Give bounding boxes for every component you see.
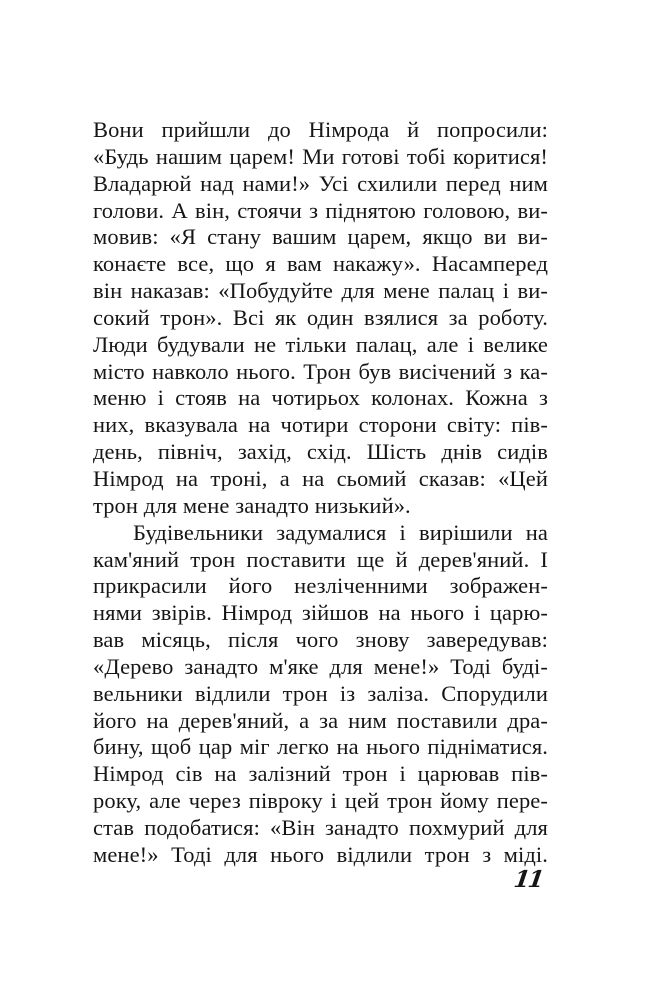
text-line: Німрод на троні, а на сьомий сказав: «Цей: [93, 465, 548, 491]
text-line: Владарюй над нами!» Усі схилили перед ним: [93, 170, 548, 196]
text-line: них, вказувала на чотири сторони світу: пів-: [93, 412, 548, 438]
text-block: [93, 117, 548, 869]
text-line: став подобатися: «Він занадто похмурий для: [93, 814, 548, 840]
text-line: нями звірів. Німрод зійшов на нього і царю-: [93, 600, 548, 626]
text-line: його на дерев'яний, а за ним поставили дра-: [93, 707, 548, 733]
text-line: меню і стояв на чотирьох колонах. Кожна з: [93, 385, 548, 411]
text-line: мене!» Тоді для нього відлили трон з міді.: [93, 841, 548, 867]
text-line: мовив: «Я стану вашим царем, якщо ви ви-: [93, 224, 548, 250]
text-line: «Будь нашим царем! Ми готові тобі коритися!: [93, 143, 548, 169]
text-line: вельники відлили трон із заліза. Спорудили: [93, 680, 548, 706]
text-line: року, але через півроку і цей трон йому пере-: [93, 788, 548, 814]
page-number: 11: [512, 866, 544, 893]
text-line: кам'яний трон поставити ще й дерев'яний. І: [93, 546, 548, 572]
text-line: Люди будували не тільки палац, але і велике: [93, 331, 548, 357]
text-line: сокий трон». Всі як один взялися за роботу.: [93, 304, 548, 330]
text-line: місто навколо нього. Трон був висічений з ка-: [93, 358, 548, 384]
text-line: Будівельники задумалися і вирішили на: [133, 519, 548, 545]
text-line: день, північ, захід, схід. Шість днів сидів: [93, 439, 548, 465]
text-line: конаєте все, що я вам накажу». Насамперед: [93, 251, 548, 277]
text-line: трон для мене занадто низький».: [93, 492, 411, 518]
text-line: Вони прийшли до Німрода й попросили:: [93, 117, 548, 142]
text-line: вав місяць, після чого знову завередував:: [93, 627, 548, 653]
text-line: він наказав: «Побудуйте для мене палац і ви-: [93, 278, 548, 304]
text-line: голови. А він, стоячи з піднятою головою, ви-: [93, 197, 548, 223]
text-line: бину, щоб цар міг легко на нього підніматися.: [93, 734, 548, 760]
text-line: «Дерево занадто м'яке для мене!» Тоді буді-: [93, 653, 548, 679]
text-line: Німрод сів на залізний трон і царював пів-: [93, 761, 548, 787]
text-line: прикрасили його незліченними зображен-: [93, 573, 548, 599]
